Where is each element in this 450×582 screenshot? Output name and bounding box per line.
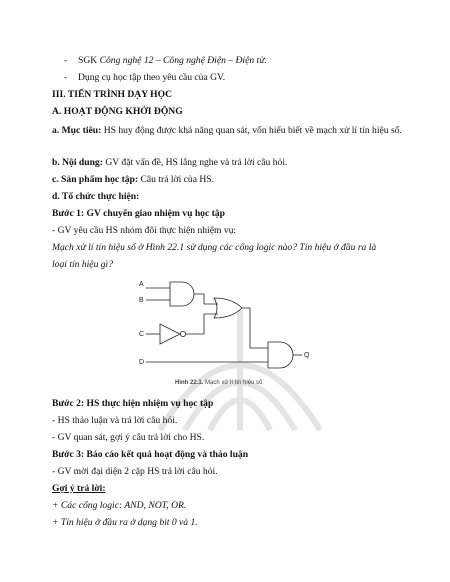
product-paragraph: [52, 173, 422, 186]
objective-paragraph: [52, 122, 422, 139]
wire-not-to-or: [186, 314, 218, 334]
figure-caption-label: Hình 22.1.: [175, 380, 204, 386]
product-text: Câu trả lời của HS.: [138, 174, 215, 185]
label-input-a: A: [139, 281, 144, 288]
objective-label: a. Mục tiêu:: [52, 125, 102, 136]
content-paragraph: [52, 156, 422, 169]
or-gate: [214, 298, 242, 318]
step1-question-line2: loại tín hiệu gì?: [52, 259, 114, 270]
content-label: b. Nội dung:: [52, 157, 103, 168]
bullet-dash: -: [64, 72, 68, 83]
step1-title: Bước 1: GV chuyển giao nhiệm vụ học tập: [52, 208, 225, 219]
section-heading: III. TIẾN TRÌNH DẠY HỌC: [52, 89, 173, 100]
and-gate-2: [268, 342, 293, 368]
figure-caption: [175, 380, 262, 386]
bullet-dash: -: [64, 55, 68, 66]
label-input-c: C: [139, 331, 145, 338]
organization-heading: d. Tổ chức thực hiện:: [52, 191, 140, 202]
and-gate-1: [170, 282, 194, 306]
step2-line2: - GV quan sát, gợi ý câu trả lời cho HS.: [52, 432, 205, 443]
wire-or-to-and2: [242, 308, 268, 348]
step3-line1: - GV mời đại diện 2 cặp HS trả lời câu hỏi.: [52, 466, 218, 477]
figure-caption-text: Mạch xử lí tín hiệu số: [203, 380, 263, 386]
label-input-d: D: [139, 359, 145, 366]
step2-title: Bước 2: HS thực hiện nhiệm vụ học tập: [52, 398, 214, 409]
materials-item-1-prefix: SGK: [78, 55, 100, 66]
label-input-b: B: [139, 297, 144, 304]
step2-line1: - HS thảo luận và trả lời câu hỏi.: [52, 415, 178, 426]
step1-line1: - GV yêu cầu HS nhóm đôi thực hiện nhiệm vụ:: [52, 225, 237, 236]
materials-item-1: [64, 54, 434, 67]
materials-item-2: [64, 71, 434, 84]
objective-text: HS huy động được khả năng quan sát, vốn hiểu biết về mạch xử lí tín hiệu số.: [101, 125, 402, 136]
materials-item-1-title: Công nghệ 12 – Công nghệ Điện – Điện tử.: [99, 55, 267, 66]
materials-item-2-text: Dụng cụ học tập theo yêu cầu của GV.: [78, 72, 226, 83]
not-gate-bubble: [180, 331, 185, 336]
answer-line2: + Tín hiệu ở đầu ra ở dạng bit 0 và 1.: [52, 517, 198, 528]
activity-heading: A. HOẠT ĐỘNG KHỞI ĐỘNG: [52, 106, 183, 117]
step3-title: Bước 3: Báo cáo kết quả hoạt động và thảo luận: [52, 449, 249, 460]
logic-circuit-diagram: [134, 274, 319, 386]
label-output-q: Q: [304, 352, 310, 359]
product-label: c. Sản phẩm học tập:: [52, 174, 139, 185]
answer-line1: + Các cổng logic: AND, NOT, OR.: [52, 500, 187, 511]
not-gate-triangle: [160, 324, 180, 344]
content-text: GV đặt vấn đề, HS lắng nghe và trả lời câu hỏi.: [102, 157, 288, 168]
step1-question-line1: Mạch xử lí tín hiệu số ở Hình 22.1 sử dụng các cổng logic nào? Tín hiệu ở đầu ra là: [52, 242, 377, 253]
answer-title: Gợi ý trả lời:: [52, 483, 106, 494]
